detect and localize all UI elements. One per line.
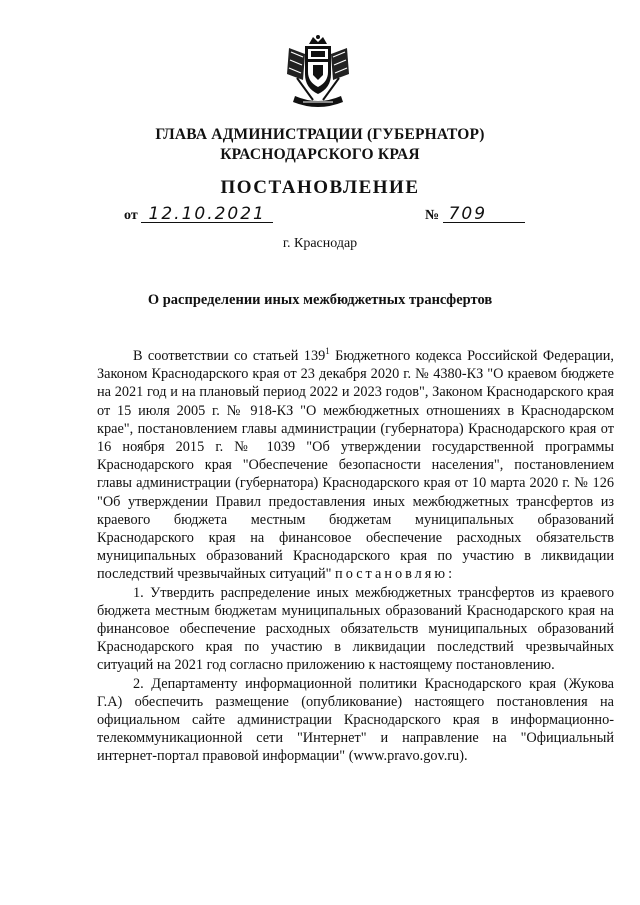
city-of-issue: г. Краснодар: [282, 236, 358, 251]
decree-word: постановляю: [335, 566, 449, 583]
authority-line-2: КРАСНОДАРСКОГО КРАЯ: [220, 146, 420, 163]
date-value: 12.10.2021: [141, 206, 273, 223]
document-body: [97, 347, 614, 766]
preamble-start: В соответствии со статьей 139: [133, 348, 326, 364]
clause-1: 1. Утвердить распределение иных межбюджетных трансфертов из краевого бюджета местным бюджетам муниципальных образований Краснодарского края на финансовое обеспечение расходных обязательств муниципальных образований Краснодарского края по участию в ликвидации последствий чрезвычайных ситуаций на 2021 год согласно приложению к настоящему постановлению.: [97, 584, 614, 674]
issuing-authority: [0, 125, 640, 165]
number-label: №: [425, 208, 440, 223]
document-type-title: ПОСТАНОВЛЕНИЕ: [220, 177, 420, 198]
coat-of-arms-icon: [283, 34, 353, 110]
preamble-text: Бюджетного кодекса Российской Федерации, Законом Краснодарского края от 23 декабря 2020 г. № 4380-КЗ "О краевом бюджете на 2021 год и на плановый период 2022 и 2023 годов", Законом Краснодарского края от 15 июля 2005 г. № 918-КЗ "О межбюджетных отношениях в Краснодарском крае", постановлением главы администрации (губернатора) Краснодарского края от 16 ноября 2015 г. № 1039 "Об утверждении государственной программы Краснодарского края "Обеспечение безопасности населения", постановлением главы администрации (губернатора) Краснодарского края от 10 марта 2020 г. № 126 "Об утверждении Правил предоставления иных межбюджетных трансфертов из краевого бюджета местным бюджетам муниципальных образований Краснодарского края на финансовое обеспечение расходных обязательств муниципальных образований Краснодарского края по участию в ликвидации последствий чрезвычайных ситуаций": [97, 348, 614, 583]
document-subject: О распределении иных межбюджетных трансфертов: [147, 292, 493, 308]
date-label: от: [124, 208, 138, 223]
preamble-paragraph: [97, 347, 614, 584]
clause-2: 2. Департаменту информационной политики Краснодарского края (Жукова Г.А) обеспечить размещение (опубликование) настоящего постановления на официальном сайте администрации Краснодарского края в информационно-телекоммуникационной сети "Интернет" и направление на "Официальный интернет-портал правовой информации" (www.pravo.gov.ru).: [97, 675, 614, 765]
article-superscript: 1: [325, 346, 330, 357]
date-field: [124, 206, 273, 224]
authority-line-1: ГЛАВА АДМИНИСТРАЦИИ (ГУБЕРНАТОР): [155, 126, 485, 143]
preamble-end: :: [448, 566, 453, 583]
number-field: [425, 206, 525, 224]
number-value: 709: [443, 206, 525, 223]
